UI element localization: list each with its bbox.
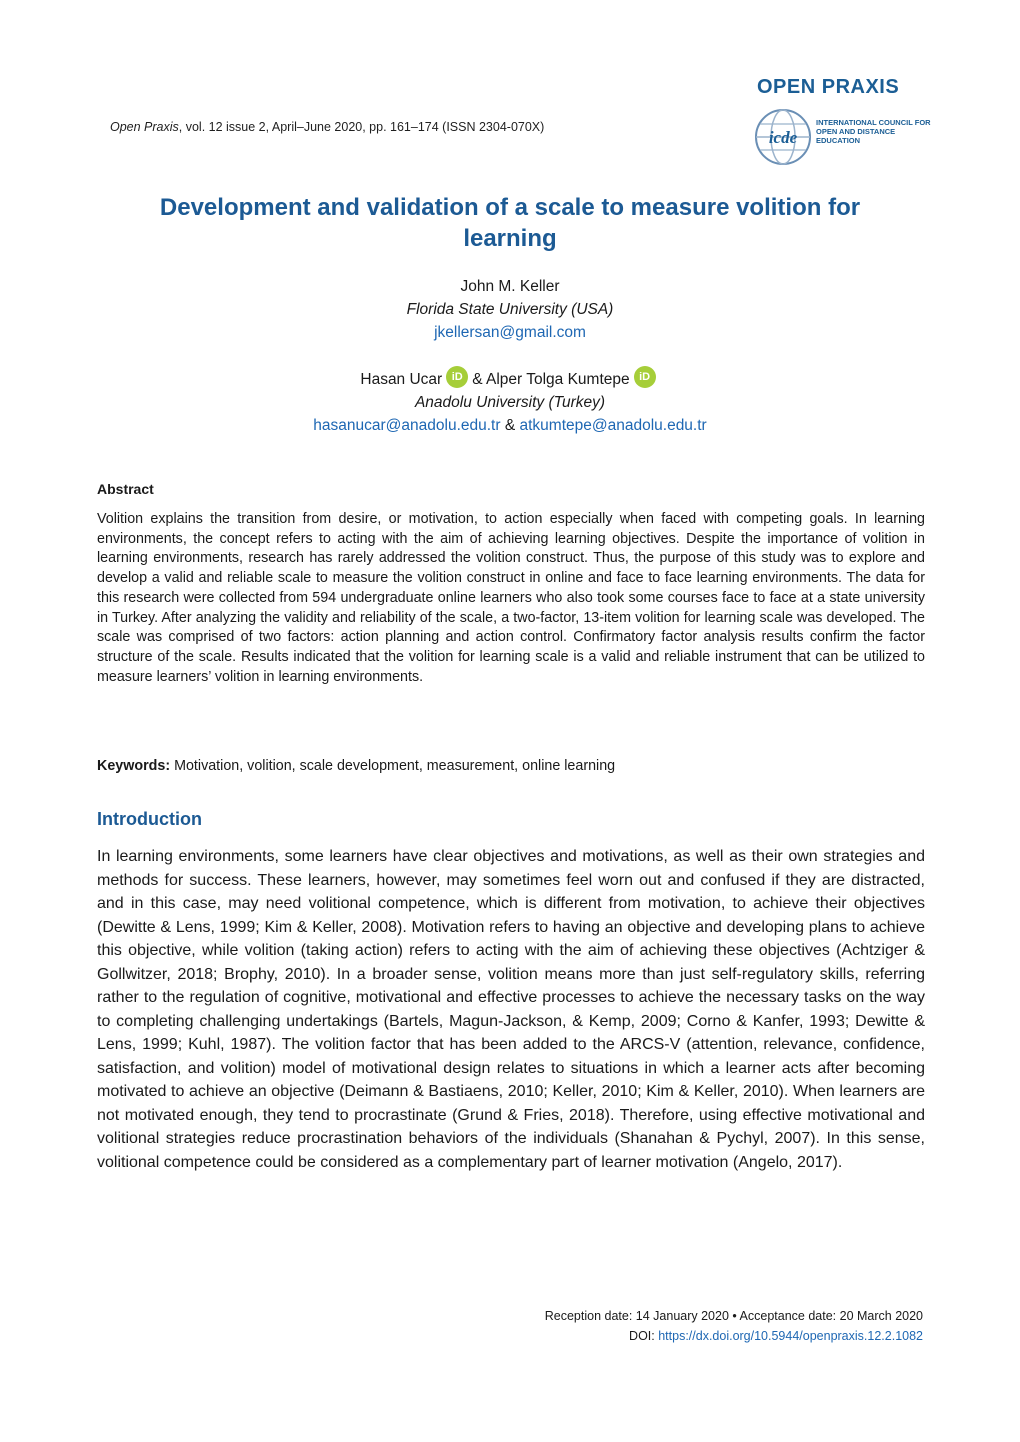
doi-line	[323, 1329, 923, 1343]
abstract-text: Volition explains the transition from desire, or motivation, to action especially when faced with competing goals. In learning environments, the concept refers to acting with the aim of achieving learning objectives. Despite the importance of volition in learning environments, research has rarely addressed the volition construct. Thus, the purpose of this study was to explore and develop a valid and reliable scale to measure the volition construct in online and face to face learning environments. The data for this research were collected from 594 undergraduate online learners who also took some courses face to face at a state university in Turkey. After analyzing the validity and reliability of the scale, a two-factor, 13-item volition for learning scale was developed. The scale was comprised of two factors: action planning and action control. Confirmatory factor analysis results confirm the factor structure of the scale. Results indicated that the volition for learning scale is a valid and reliable instrument that can be utilized to measure learners’ volition in learning environments.	[97, 511, 925, 685]
author-affiliation: Florida State University (USA)	[406, 301, 614, 318]
citation-details: , vol. 12 issue 2, April–June 2020, pp. 161–174 (ISSN 2304-070X)	[178, 120, 545, 134]
author-email[interactable]: hasanucar@anadolu.edu.tr	[313, 417, 501, 434]
author-email[interactable]: atkumtepe@anadolu.edu.tr	[519, 417, 707, 434]
orcid-icon[interactable]: iD	[634, 366, 656, 388]
globe-icon	[752, 106, 814, 168]
author-email[interactable]: jkellersan@gmail.com	[434, 324, 586, 341]
journal-name: Open Praxis	[110, 120, 179, 134]
introduction-text: In learning environments, some learners have clear objectives and motivations, as well as their own strategies and methods for success. These learners, however, may sometimes feel worn out and confused if they are distracted, and in this case, may need volitional competence, which is different from motivation, to achieve their objectives (Dewitte & Lens, 1999; Kim & Keller, 2008). Motivation refers to having an objective and developing plans to achieve this objective, while volition (taking action) refers to acting with the aim of achieving these objectives (Achtziger & Gollwitzer, 2018; Brophy, 2010). In a broader sense, volition means more than just self-regulatory skills, referring rather to the regulation of cognitive, motivational and effective processes to achieve the necessary tasks on the way to completing challenging undertakings (Bartels, Magun-Jackson, & Kemp, 2009; Corno & Kanfer, 1993; Dewitte & Lens, 1999; Kuhl, 1987). The volition factor that has been added to the ARCS-V (attention, relevance, confidence, satisfaction, and volition) model of motivational design relates to situations in which a learner acts after becoming motivated to achieve an objective (Deimann & Bastiaens, 2010; Keller, 2010; Kim & Keller, 2010). When learners are not motivated enough, they tend to procrastinate (Grund & Fries, 2018). Therefore, using effective motivational and volitional strategies reduce procrastination behaviors of the individuals (Shanahan & Pychyl, 2007). In this sense, volitional competence could be considered as a complementary part of learner motivation (Angelo, 2017).	[97, 848, 925, 1171]
introduction-heading: Introduction	[97, 809, 202, 829]
abstract-heading: Abstract	[97, 481, 154, 497]
logo-organization: INTERNATIONAL COUNCIL FOR OPEN AND DISTANCE EDUCATION	[816, 118, 931, 145]
author-affiliation: Anadolu University (Turkey)	[414, 394, 606, 411]
email-separator: &	[504, 417, 516, 434]
keywords-list: Motivation, volition, scale development, measurement, online learning	[170, 758, 616, 774]
open-praxis-logo	[752, 72, 932, 172]
author-name: Hasan Ucar	[360, 371, 443, 388]
journal-citation	[110, 120, 650, 134]
keywords	[97, 758, 925, 774]
author-block-2	[110, 366, 910, 437]
logo-mark-text: icde	[768, 128, 798, 147]
author-name-joiner: & Alper Tolga Kumtepe	[472, 371, 630, 388]
author-emails	[110, 414, 910, 437]
doi-link[interactable]: https://dx.doi.org/10.5944/openpraxis.12.2.1082	[658, 1329, 923, 1343]
orcid-icon[interactable]: iD	[446, 366, 468, 388]
doi-label: DOI:	[629, 1329, 659, 1343]
author-name: John M. Keller	[460, 278, 560, 295]
keywords-label: Keywords:	[97, 758, 171, 774]
logo-title: OPEN PRAXIS	[757, 76, 900, 98]
author-names	[110, 366, 910, 391]
paper-title: Development and validation of a scale to measure volition for learning	[159, 194, 861, 252]
author-block-1	[110, 275, 910, 344]
reception-dates: Reception date: 14 January 2020 • Acceptance date: 20 March 2020	[544, 1309, 923, 1323]
